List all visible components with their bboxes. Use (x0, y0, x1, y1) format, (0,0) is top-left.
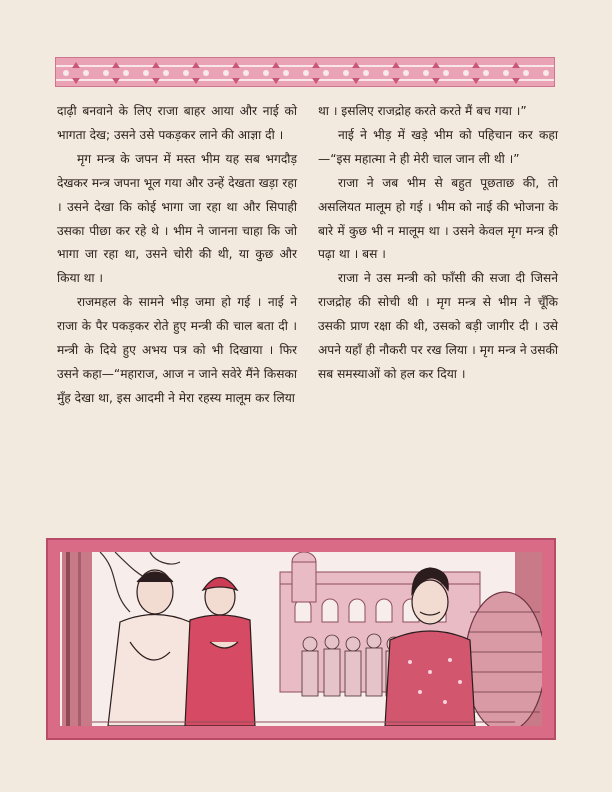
paragraph: था । इसलिए राजद्रोह करते करते मैं बच गया ।” (318, 104, 527, 118)
decorative-top-border (55, 57, 555, 87)
right-text-column (318, 100, 558, 387)
left-text-column (57, 100, 297, 411)
paragraph: नाई ने भीड़ में खड़े भीम को पहिचान कर कहा—“इस महात्मा ने ही मेरी चाल जान ली थी ।” (318, 127, 558, 166)
paragraph: राजा ने उस मन्त्री को फाँसी की सजा दी जिसने राजद्रोह की सोची थी । मृग मन्त्र से भीम ने चूँकि उसकी प्राण रक्षा की थी, उसको बड़ी जागीर दी । उसे अपने यहाँ ही नौकरी पर रख लिया । मृग मन्त्र ने उसकी सब समस्याओं को हल कर दिया । (318, 271, 558, 381)
paragraph: राजा ने जब भीम से बहुत पूछताछ की, तो असलियत मालूम हो गई । भीम को नाई की भोजना के बारे में कुछ भी न मालूम था । उसने केवल मृग मन्त्र ही पढ़ा था । बस । (318, 175, 558, 262)
paragraph: मृग मन्त्र के जपन में मस्त भीम यह सब भगदौड़ देखकर मन्त्र जपना भूल गया और उन्हें देखता खड़ा रहा । उसने देखा कि कोई भागा जा रहा था और सिपाही उसका पीछा कर रहे थे । भीम ने जानना चाहा कि जो भागा जा रहा था, उसने चोरी की थी, या कुछ और किया था । (57, 151, 297, 286)
illustration-frame (46, 538, 556, 740)
paragraph: राजमहल के सामने भीड़ जमा हो गई । नाई ने राजा के पैर पकड़कर रोते हुए मन्त्री की चाल बता दी । मन्त्री के दिये हुए अभय पत्र को भी दिखाया । फिर उसने कहा—“महाराज, आज न जाने सवेरे मैंने किसका मुँह देखा था, इस आदमी ने मेरा रहस्य मालूम कर लिया (57, 295, 297, 405)
paragraph: दाढ़ी बनवाने के लिए राजा बाहर आया और नाई को भागता देख; उसने उसे पकड़कर लाने की आज्ञा दी । (57, 104, 297, 142)
court-scene-illustration (60, 552, 542, 726)
